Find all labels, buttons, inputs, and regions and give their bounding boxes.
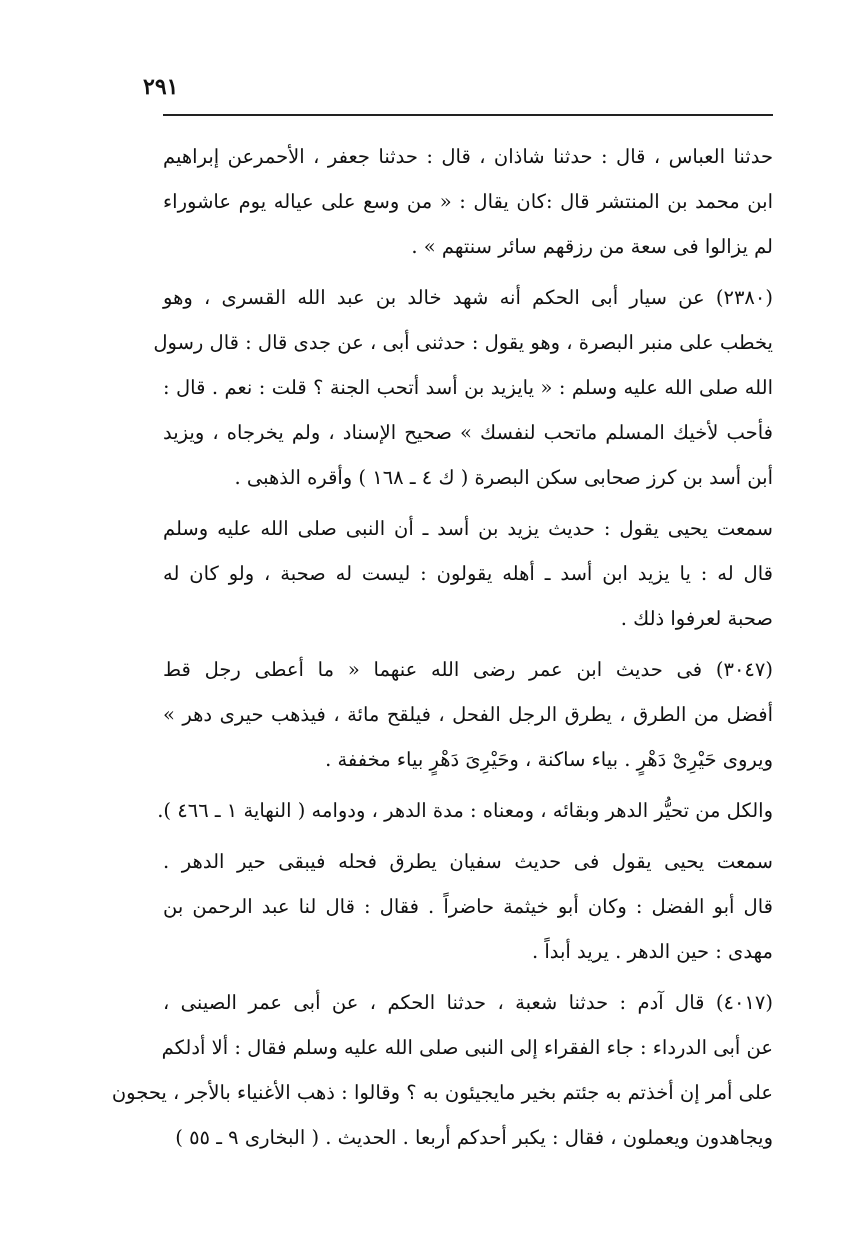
text-line: (٢٣٨٠) عن سيار أبى الحكم أنه شهد خالد بن عبد الله القسرى ، وهو xyxy=(163,286,773,309)
text-line: ويجاهدون ويعملون ، فقال : يكبر أحدكم أربعا . الحديث . ( البخارى ٩ ـ ٥٥ ) xyxy=(175,1126,773,1149)
text-line: ويروى حَيْرِىْ دَهْرٍ . بياء ساكنة ، وحَيْرِىَ دَهْرٍ بياء مخففة . xyxy=(325,748,773,771)
text-line: أفضل من الطرق ، يطرق الرجل الفحل ، فيلقح مائة ، فيذهب حيرى دهر » xyxy=(163,703,773,726)
paragraph xyxy=(157,788,773,833)
text-line: قال أبو الفضل : وكان أبو خيثمة حاضراً . فقال : قال لنا عبد الرحمن بن xyxy=(163,895,773,918)
text-line: لم يزالوا فى سعة من رزقهم سائر سنتهم » . xyxy=(411,235,773,258)
paragraph xyxy=(163,647,773,782)
text-line: ابن محمد بن المنتشر قال :كان يقال : « من وسع على عياله يوم عاشوراء xyxy=(163,190,773,213)
text-line: صحبة لعرفوا ذلك . xyxy=(620,607,773,630)
text-line: سمعت يحيى يقول فى حديث سفيان يطرق فحله فيبقى حير الدهر . xyxy=(163,850,773,873)
text-line: فأحب لأخيك المسلم ماتحب لنفسك » صحيح الإسناد ، ولم يخرجاه ، ويزيد xyxy=(163,421,773,444)
paragraph xyxy=(163,506,773,641)
text-line: يخطب على منبر البصرة ، وهو يقول : حدثنى أبى ، عن جدى قال : قال رسول xyxy=(153,331,773,354)
paragraph xyxy=(153,275,773,500)
text-line: على أمر إن أخذتم به جئتم بخير مايجيئون به ؟ وقالوا : ذهب الأغنياء بالأجر ، يحجون xyxy=(111,1081,773,1104)
text-line: (٣٠٤٧) فى حديث ابن عمر رضى الله عنهما « ما أعطى رجل قط xyxy=(163,658,773,681)
paragraph xyxy=(163,134,773,269)
page-number: ٢٩١ xyxy=(143,74,179,100)
text-line: (٤٠١٧) قال آدم : حدثنا شعبة ، حدثنا الحكم ، عن أبى عمر الصينى ، xyxy=(163,991,773,1014)
text-line: قال له : يا يزيد ابن أسد ـ أهله يقولون : ليست له صحبة ، ولو كان له xyxy=(163,562,773,585)
page-content xyxy=(111,134,773,1160)
header-rule xyxy=(163,114,773,116)
text-line: عن أبى الدرداء : جاء الفقراء إلى النبى صلى الله عليه وسلم فقال : ألا أدلكم xyxy=(161,1036,773,1059)
text-line: سمعت يحيى يقول : حديث يزيد بن أسد ـ أن النبى صلى الله عليه وسلم xyxy=(163,517,773,540)
text-line: مهدى : حين الدهر . يريد أبداً . xyxy=(531,940,773,963)
text-line: الله صلى الله عليه وسلم : « يايزيد بن أسد أتحب الجنة ؟ قلت : نعم . قال : xyxy=(163,376,773,399)
text-line: حدثنا العباس ، قال : حدثنا شاذان ، قال : حدثنا جعفر ، الأحمرعن إبراهيم xyxy=(163,145,773,168)
text-line: أبن أسد بن كرز صحابى سكن البصرة ( ك ٤ ـ ١٦٨ ) وأقره الذهبى . xyxy=(234,466,773,489)
paragraph xyxy=(163,839,773,974)
paragraph xyxy=(111,980,773,1160)
text-line: والكل من تحيُّر الدهر وبقائه ، ومعناه : مدة الدهر ، ودوامه ( النهاية ١ ـ ٤٦٦ ). xyxy=(157,799,773,822)
